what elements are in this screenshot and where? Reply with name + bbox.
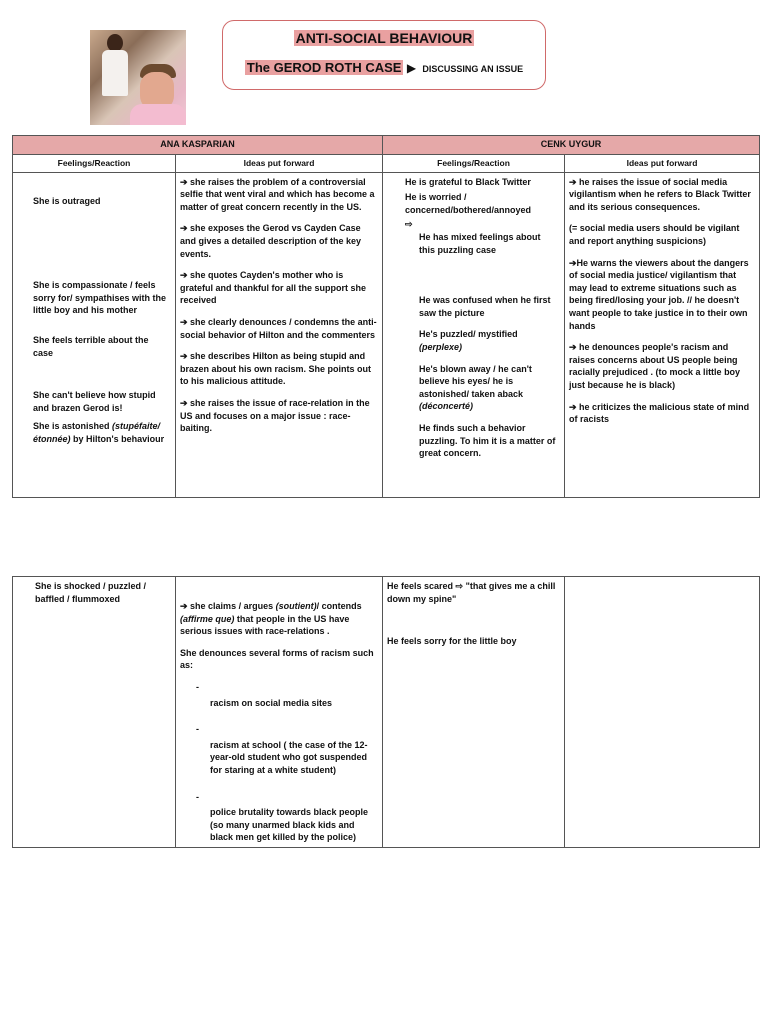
page-title-row bbox=[223, 30, 545, 48]
photo-child-figure bbox=[102, 34, 128, 96]
cenk-feeling: He finds such a behavior puzzling. To him it is a matter of great concern. bbox=[419, 422, 556, 459]
ana-idea bbox=[180, 600, 378, 638]
ana-idea-translation: (affirme que) bbox=[180, 613, 235, 624]
col-header-ana-feelings: Feelings/Reaction bbox=[13, 155, 176, 173]
cenk-feeling-text: He's puzzled/ mystified bbox=[419, 329, 518, 340]
cenk-feeling: He is grateful to Black Twitter bbox=[405, 176, 531, 187]
ana-idea: ➔ she raises the problem of a controversial selfie that went viral and which has become a matter of great concern recently in the US. bbox=[180, 176, 375, 212]
ana-idea-text: that people in the US have serious issues with race-relations . bbox=[180, 613, 350, 637]
cenk-feeling: He feels sorry for the little boy bbox=[387, 636, 517, 647]
ana-idea: She denounces several forms of racism such as: bbox=[180, 647, 374, 671]
racism-form-item: racism at school ( the case of the 12-year-old student who got suspended for staring at a white student) bbox=[210, 739, 368, 775]
col-header-cenk-ideas: Ideas put forward bbox=[565, 155, 760, 173]
list-bullet: - bbox=[196, 791, 199, 802]
ana-idea: ➔ she describes Hilton as being stupid and brazen about his own racism. She points out to his malicious attitude. bbox=[180, 351, 372, 387]
cenk-feeling: He is worried / concerned/bothered/annoyed bbox=[405, 192, 532, 215]
cell-cenk-ideas bbox=[565, 172, 760, 497]
cell-cenk-feelings-2 bbox=[383, 577, 565, 848]
analysis-table-continued bbox=[12, 576, 760, 848]
ana-feeling-translation: (stupéfaite/étonnée) bbox=[33, 421, 161, 444]
cell-ana-ideas bbox=[176, 172, 383, 497]
ana-feeling: She feels terrible about the case bbox=[33, 334, 149, 358]
header-ana-kasparian: ANA KASPARIAN bbox=[13, 136, 383, 155]
ana-feeling bbox=[33, 420, 167, 445]
ana-feeling-text: She is astonished bbox=[33, 421, 110, 432]
cenk-feeling-translation: (déconcerté) bbox=[419, 401, 474, 412]
col-header-cenk-feelings: Feelings/Reaction bbox=[383, 155, 565, 173]
ana-idea-text: ➔ she claims / argues bbox=[180, 601, 274, 611]
ana-idea: ➔ she raises the issue of race-relation in the US and focuses on a major issue : race-baiting. bbox=[180, 397, 370, 434]
cenk-idea: ➔ he criticizes the malicious state of mind of racists bbox=[569, 401, 750, 425]
play-arrow-icon: ▶ bbox=[406, 61, 417, 75]
cell-ana-feelings-2 bbox=[13, 577, 176, 848]
ana-feeling: She is shocked / puzzled / baffled / flummoxed bbox=[35, 581, 147, 604]
ana-idea: ➔ she clearly denounces / condemns the anti-social behavior of Hilton and the commenters bbox=[180, 316, 377, 340]
cenk-feeling-text: He feels scared ⇨ bbox=[387, 581, 464, 591]
analysis-table bbox=[12, 135, 760, 498]
cell-ana-ideas-2 bbox=[176, 577, 383, 848]
header-cenk-uygur: CENK UYGUR bbox=[383, 136, 760, 155]
ana-idea: ➔ she quotes Cayden's mother who is grateful and thankful for all the support she received bbox=[180, 270, 367, 306]
case-title-row bbox=[223, 60, 545, 75]
cenk-idea: (= social media users should be vigilant and report anything suspicions) bbox=[569, 223, 740, 246]
racism-form-item: racism on social media sites bbox=[210, 697, 333, 708]
cenk-idea: ➔ he denounces people's racism and raises concerns about US people being racially prejudiced . (to mock a little boy just because he is black) bbox=[569, 342, 741, 390]
page-title: ANTI-SOCIAL BEHAVIOUR bbox=[295, 30, 473, 46]
arrow-right-icon: ⇨ bbox=[405, 219, 413, 230]
cenk-feeling bbox=[405, 363, 556, 413]
cenk-feeling-quote: "that gives me a chill down my spine" bbox=[387, 581, 556, 604]
racism-form-item: police brutality towards black people (so many unarmed black kids and black men get killed by the police) bbox=[210, 807, 369, 843]
cell-cenk-ideas-2 bbox=[565, 577, 760, 848]
cenk-feeling-text: He's blown away / he can't believe his eyes/ he is astonished/ taken aback bbox=[419, 363, 532, 399]
cenk-idea: ➔He warns the viewers about the dangers of social media justice/ vigilantism that may lead to extreme situations such as being fired/losing your job. // he doesn't want people to take justice in to their own hands bbox=[569, 257, 749, 331]
cenk-idea: ➔ he raises the issue of social media vigilantism when he refers to Black Twitter and its serious consequences. bbox=[569, 176, 751, 212]
list-bullet: - bbox=[196, 724, 199, 735]
cenk-feeling-translation: (perplexe) bbox=[419, 341, 463, 352]
cell-ana-feelings bbox=[13, 172, 176, 497]
cell-cenk-feelings bbox=[383, 172, 565, 497]
case-subtitle: DISCUSSING AN ISSUE bbox=[422, 64, 524, 74]
ana-idea: ➔ she exposes the Gerod vs Cayden Case and gives a detailed description of the key events. bbox=[180, 223, 362, 259]
ana-feeling: She can't believe how stupid and brazen Gerod is! bbox=[33, 390, 156, 413]
title-box bbox=[222, 20, 546, 90]
ana-idea-translation: (soutient) bbox=[275, 601, 317, 611]
col-header-ana-ideas: Ideas put forward bbox=[176, 155, 383, 173]
cenk-feeling: He has mixed feelings about this puzzling case bbox=[419, 231, 541, 255]
ana-feeling: She is compassionate / feels sorry for/ sympathises with the little boy and his mother bbox=[33, 280, 167, 316]
list-bullet: - bbox=[196, 681, 199, 692]
ana-idea-text: / contends bbox=[316, 601, 362, 611]
cenk-feeling bbox=[405, 328, 556, 353]
case-title: The GEROD ROTH CASE bbox=[246, 60, 402, 75]
ana-feeling: She is outraged bbox=[33, 195, 101, 206]
photo-man-figure bbox=[130, 64, 186, 125]
ana-feeling-text: by Hilton's behaviour bbox=[73, 433, 165, 444]
cenk-feeling bbox=[387, 580, 560, 605]
header-photo bbox=[90, 30, 186, 125]
cenk-feeling: He was confused when he first saw the picture bbox=[419, 295, 551, 318]
